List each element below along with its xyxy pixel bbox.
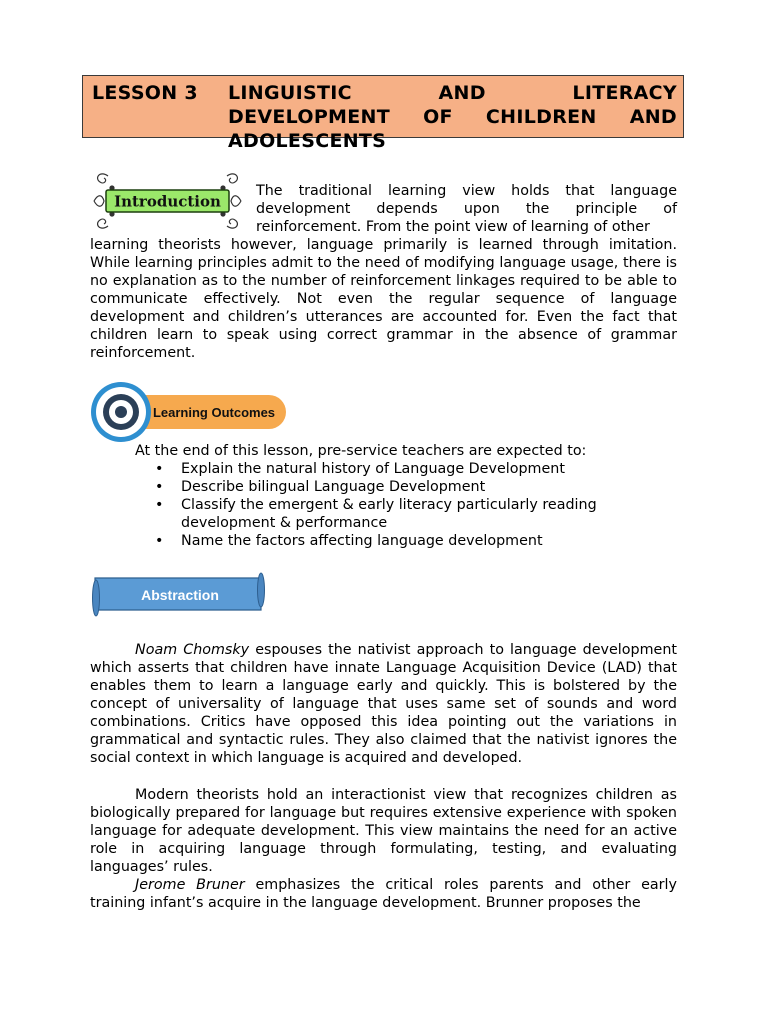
outcomes-list bbox=[155, 460, 675, 550]
list-item bbox=[155, 478, 675, 496]
lesson-title-box bbox=[82, 75, 684, 152]
lesson-title: LINGUISTIC AND LITERACY DEVELOPMENT OF CHILDREN AND ADOLESCENTS bbox=[228, 82, 677, 152]
list-item-text: Explain the natural history of Language Development bbox=[181, 461, 565, 477]
learning-outcomes-label: Learning Outcomes bbox=[152, 405, 276, 420]
paragraph-text: espouses the nativist approach to language development which asserts that children have innate Language Acquisition Device (LAD) that enables them to learn a language early and quickly. This is bolstered by the concept of universality of language that uses same set of sounds and word combinations. Critics have opposed this idea pointing out the variations in grammatical and syntactic rules. They also claimed that the nativist ignores the social context in which language is acquired and developed. bbox=[90, 642, 677, 766]
abstraction-paragraph-2 bbox=[90, 786, 677, 876]
list-item bbox=[155, 496, 675, 532]
list-item bbox=[155, 460, 675, 478]
list-item-text: Describe bilingual Language Development bbox=[181, 479, 486, 495]
outcomes-intro: At the end of this lesson, pre-service teachers are expected to: bbox=[135, 443, 587, 459]
author-name: Noam Chomsky bbox=[135, 642, 250, 658]
abstraction-label: Abstraction bbox=[141, 587, 219, 603]
paragraph-text: Modern theorists hold an interactionist view that recognizes children as biologically prepared for language but requires extensive experience with spoken language for adequate development. This view maintains the need for an active role in acquiring language through formulating, testing, and evaluating languages’ rules. bbox=[90, 787, 677, 875]
target-icon bbox=[91, 382, 151, 442]
introduction-text-rest bbox=[90, 236, 677, 362]
abstraction-banner bbox=[91, 570, 267, 620]
lesson-label: LESSON 3 bbox=[92, 82, 198, 104]
paragraph-text: emphasizes the critical roles parents and other early training infant’s acquire in the language development. Brunner proposes the bbox=[90, 877, 677, 911]
introduction-banner bbox=[90, 168, 245, 234]
bullet: • bbox=[155, 479, 164, 495]
list-item bbox=[155, 532, 675, 550]
author-name: Jerome Bruner bbox=[135, 877, 245, 893]
introduction-label: Introduction bbox=[114, 192, 221, 211]
list-item-text: Classify the emergent & early literacy particularly reading development & performance bbox=[181, 497, 597, 531]
learning-outcomes-banner bbox=[90, 378, 288, 444]
abstraction-paragraph-3 bbox=[90, 876, 677, 912]
introduction-text-part: learning theorists however, language primarily is learned through imitation. While learning principles admit to the need of modifying language usage, there is no explanation as to the number of reinforcement linkages required to be able to communicate effectively. Not even the regular sequence of language development and children’s utterances are accounted for. Even the fact that children learn to speak using correct grammar in the absence of grammar reinforcement. bbox=[90, 237, 677, 361]
bullet: • bbox=[155, 461, 164, 477]
abstraction-paragraph-1 bbox=[90, 641, 677, 767]
bullet: • bbox=[155, 533, 164, 549]
introduction-text-lead bbox=[256, 182, 677, 236]
introduction-text-part: The traditional learning view holds that language development depends upon the principle of reinforcement. From the point view of learning of other bbox=[256, 183, 677, 235]
bullet: • bbox=[155, 497, 164, 513]
list-item-text: Name the factors affecting language development bbox=[181, 533, 543, 549]
